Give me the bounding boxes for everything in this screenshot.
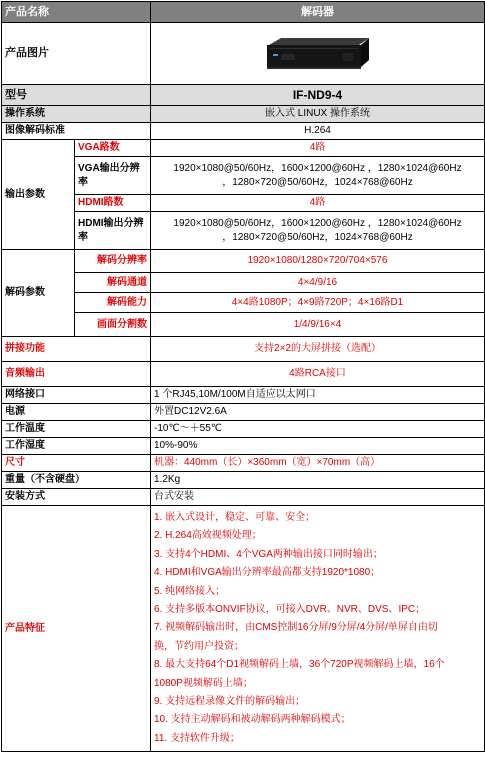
model-label: 型号	[2, 85, 151, 106]
decode-channels-row	[2, 273, 485, 293]
decode-capacity-value: 4×4路1080P；4×9路720P；4×16路D1	[151, 293, 485, 313]
network-value: 1 个RJ45,10M/100M自适应以太网口	[151, 387, 485, 404]
power-row	[2, 404, 485, 421]
vga-res-value	[151, 157, 485, 195]
feature-line: 6. 支持多版本ONVIF协议，可接入DVR、NVR、DVS、IPC；	[154, 604, 426, 616]
decode-capacity-label: 解码能力	[75, 293, 151, 313]
decode-res-row	[2, 250, 485, 273]
temp-value: -10℃～＋55℃	[151, 421, 485, 438]
vga-res-line2: ，1280×720@50/60Hz，1024×768@60Hz	[222, 176, 413, 188]
splice-value: 支持2×2的大屏拼接（选配）	[151, 337, 485, 362]
decode-res-label: 解码分辨率	[75, 250, 151, 273]
install-row	[2, 489, 485, 506]
decode-channels-value: 4×4/9/16	[151, 273, 485, 293]
weight-value: 1.2Kg	[151, 472, 485, 489]
os-value: 嵌入式 LINUX 操作系统	[151, 106, 485, 123]
header-row	[2, 2, 485, 23]
decode-capacity-row	[2, 293, 485, 313]
image-row	[2, 23, 485, 85]
humidity-row	[2, 438, 485, 455]
feature-line: 2. H.264高效视频处理；	[154, 530, 262, 542]
feature-line: 5. 纯网络接入；	[154, 585, 226, 597]
decode-params-label: 解码参数	[2, 250, 75, 337]
model-row	[2, 85, 485, 106]
spec-table	[1, 1, 485, 752]
vga-count-value: 4路	[151, 140, 485, 157]
split-row	[2, 313, 485, 337]
install-value: 台式安装	[151, 489, 485, 506]
feature-line: 4. HDMI和VGA输出分辨率最高都支持1920*1080；	[154, 567, 381, 579]
header-product-name: 产品名称	[2, 2, 151, 23]
power-value: 外置DC12V2.6A	[151, 404, 485, 421]
temp-row	[2, 421, 485, 438]
hdmi-res-value	[151, 212, 485, 250]
split-value: 1/4/9/16×4	[151, 313, 485, 337]
vga-res-label: VGA输出分辨率	[75, 157, 151, 195]
features-label: 产品特征	[2, 506, 151, 752]
decode-res-value: 1920×1080/1280×720/704×576	[151, 250, 485, 273]
os-label: 操作系统	[2, 106, 151, 123]
splice-label: 拼接功能	[2, 337, 151, 362]
features-row	[2, 506, 485, 752]
humidity-label: 工作湿度	[2, 438, 151, 455]
feature-line: 11. 支持软件升级；	[154, 732, 240, 744]
weight-row	[2, 472, 485, 489]
audio-value: 4路RCA接口	[151, 362, 485, 387]
weight-label: 重量（不含硬盘）	[2, 472, 151, 489]
decode-standard-label: 图像解码标准	[2, 123, 151, 140]
decode-standard-row	[2, 123, 485, 140]
size-row	[2, 455, 485, 472]
hdmi-count-row	[2, 195, 485, 212]
vga-res-row	[2, 157, 485, 195]
feature-line: 9. 支持远程录像文件的解码输出；	[154, 696, 306, 708]
hdmi-res-line2: ，1280×720@50/60Hz，1024×768@60Hz	[222, 231, 413, 243]
hdmi-res-label: HDMI输出分辨率	[75, 212, 151, 250]
hdmi-res-row	[2, 212, 485, 250]
feature-line: 1. 嵌入式设计，稳定、可靠、安全；	[154, 512, 316, 523]
split-label: 画面分割数	[75, 313, 151, 337]
temp-label: 工作温度	[2, 421, 151, 438]
header-product-value: 解码器	[151, 2, 485, 23]
decoder-device-image	[263, 36, 373, 72]
decode-channels-label: 解码通道	[75, 273, 151, 293]
hdmi-count-value: 4路	[151, 195, 485, 212]
feature-line: 7. 视频解码输出时，由CMS控制16分屏/9分屏/4分屏/单屏自由切	[154, 622, 438, 634]
feature-line: 8. 最大支持64个D1视频解码上墙，36个720P视频解码上墙，16个	[154, 659, 445, 671]
audio-label: 音频输出	[2, 362, 151, 387]
network-row	[2, 387, 485, 404]
audio-row	[2, 362, 485, 387]
vga-res-line1: 1920×1080@50/60Hz，1600×1200@60Hz ，1280×1024@60Hz	[173, 163, 462, 174]
splice-row	[2, 337, 485, 362]
features-list	[151, 506, 485, 752]
feature-line: 3. 支持4个HDMI、4个VGA两种输出接口同时输出；	[154, 548, 383, 560]
hdmi-res-line1: 1920×1080@50/60Hz，1600×1200@60Hz ，1280×1024@60Hz	[173, 218, 462, 229]
feature-line: 1080P视频解码上墙；	[154, 677, 253, 689]
feature-line: 换，节约用户投资；	[154, 640, 244, 652]
output-params-label: 输出参数	[2, 140, 75, 250]
vga-count-row	[2, 140, 485, 157]
feature-line: 10. 支持主动解码和被动解码两种解码模式；	[154, 714, 351, 726]
humidity-value: 10%-90%	[151, 438, 485, 455]
product-image	[151, 23, 485, 85]
vga-count-label: VGA路数	[75, 140, 151, 157]
install-label: 安装方式	[2, 489, 151, 506]
model-value: IF-ND9-4	[151, 85, 485, 106]
size-value: 机器：440mm（长）×360mm（宽）×70mm（高）	[151, 455, 485, 472]
network-label: 网络接口	[2, 387, 151, 404]
hdmi-count-label: HDMI路数	[75, 195, 151, 212]
size-label: 尺寸	[2, 455, 151, 472]
os-row	[2, 106, 485, 123]
image-label: 产品图片	[2, 23, 151, 85]
decode-standard-value: H.264	[151, 123, 485, 140]
power-label: 电源	[2, 404, 151, 421]
